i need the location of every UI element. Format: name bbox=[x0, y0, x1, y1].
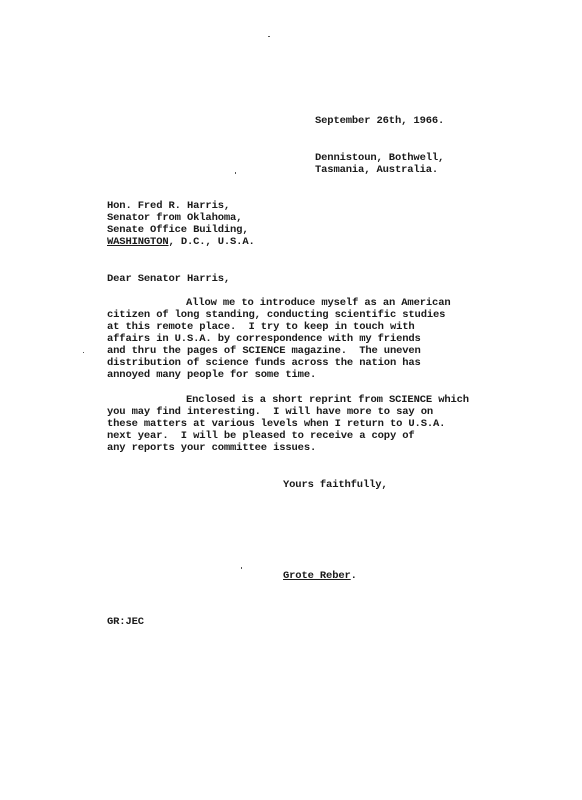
closing: Yours faithfully, bbox=[283, 479, 388, 491]
paper-speck bbox=[268, 36, 270, 37]
signature-line bbox=[283, 570, 357, 583]
paragraph1-line-4: affairs in U.S.A. by correspondence with my friends bbox=[107, 333, 421, 345]
recipient-city-line bbox=[107, 236, 255, 249]
paragraph2-line-1: Enclosed is a short reprint from SCIENCE which bbox=[186, 394, 469, 406]
recipient-title: Senator from Oklahoma, bbox=[107, 212, 243, 224]
signature-punct: . bbox=[350, 570, 357, 582]
paragraph1-line-2: citizen of long standing, conducting scientific studies bbox=[107, 309, 446, 321]
recipient-city: WASHINGTON bbox=[107, 236, 169, 248]
paper-speck bbox=[235, 172, 236, 174]
paragraph2-line-2: you may find interesting. I will have more to say on bbox=[107, 406, 434, 418]
paragraph2-line-3: these matters at various levels when I return to U.S.A. bbox=[107, 418, 446, 430]
signature: Grote Reber bbox=[283, 570, 351, 582]
salutation: Dear Senator Harris, bbox=[107, 273, 231, 285]
paragraph1-line-6: distribution of science funds across the nation has bbox=[107, 357, 421, 369]
paragraph2-line-5: any reports your committee issues. bbox=[107, 442, 317, 454]
recipient-name: Hon. Fred R. Harris, bbox=[107, 200, 231, 212]
sender-address-line-2: Tasmania, Australia. bbox=[315, 164, 439, 176]
sender-address-line-1: Dennistoun, Bothwell, bbox=[315, 152, 445, 164]
typist-initials: GR:JEC bbox=[107, 616, 144, 628]
paragraph1-line-1: Allow me to introduce myself as an American bbox=[186, 297, 451, 309]
letter-date: September 26th, 1966. bbox=[315, 115, 445, 127]
paper-speck bbox=[83, 352, 84, 353]
paper-speck bbox=[241, 567, 242, 569]
recipient-city-rest: , D.C., U.S.A. bbox=[168, 236, 255, 248]
paragraph1-line-3: at this remote place. I try to keep in touch with bbox=[107, 321, 415, 333]
paragraph1-line-5: and thru the pages of SCIENCE magazine. The uneven bbox=[107, 345, 421, 357]
paragraph1-line-7: annoyed many people for some time. bbox=[107, 369, 317, 381]
recipient-building: Senate Office Building, bbox=[107, 224, 249, 236]
paragraph2-line-4: next year. I will be pleased to receive a copy of bbox=[107, 430, 415, 442]
